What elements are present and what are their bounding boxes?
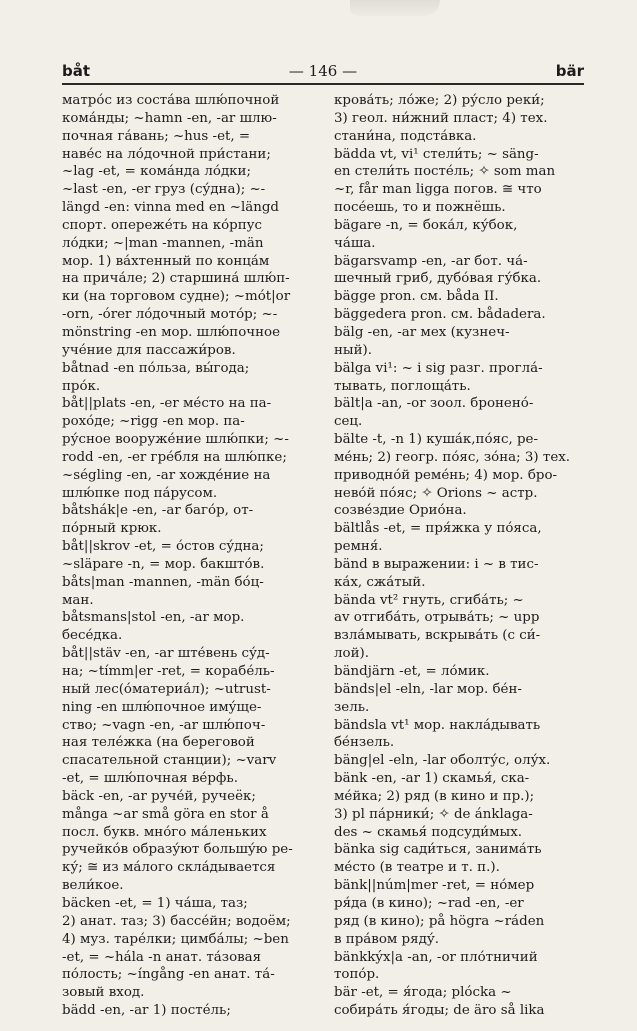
text-line: уче́ние для пассажи́ров.: [62, 342, 236, 358]
text-line: båt||skrov -et, = о́стов су́дна;: [62, 539, 264, 555]
text-line: в пра́вом ряду́.: [334, 931, 439, 947]
text-line: bänk -en, -ar 1) скамья́, ска-: [334, 771, 530, 787]
text-line: bädda vt, vi¹ стели́ть; ~ säng-: [334, 146, 539, 162]
text-line: нево́й по́яс; ✧ Orions ~ астр.: [334, 485, 538, 501]
text-line: bägarsvamp -en, -ar бот. ча́-: [334, 253, 528, 269]
text-line: ~släpare -n, = мор. бакшто́в.: [62, 556, 265, 572]
text-line: спасательной станции); ~varv: [62, 753, 277, 769]
text-line: ки (на торговом судне); ~mót|or: [62, 289, 291, 305]
text-line: bändsla vt¹ мор. накла́дывать: [334, 717, 541, 733]
text-line: bältlås -et, = пря́жка у по́яса,: [334, 521, 542, 537]
text-line: 3) геол. ни́жний пласт; 4) тех.: [334, 110, 548, 126]
text-line: крова́ть; ло́же; 2) ру́сло реки́;: [334, 93, 545, 108]
text-line: -et, = ~hála -n анат. та́зовая: [62, 949, 262, 965]
right-column: [334, 92, 584, 1020]
left-column: [62, 92, 312, 1020]
text-line: bändjärn -et, = ло́мик.: [334, 664, 490, 679]
text-line: сец.: [334, 414, 363, 430]
text-line: ~ségling -en, -ar хожде́ние на: [62, 467, 271, 483]
text-line: рохо́де; ~rigg -en мор. па-: [62, 414, 245, 430]
right-running-headword: bär: [555, 62, 584, 80]
text-line: зовый вход.: [62, 985, 145, 1001]
text-line: стани́на, подста́вка.: [334, 128, 477, 144]
text-line: ме́нь; 2) геогр. по́яс, зо́на; 3) тех.: [334, 449, 571, 465]
header-rule: [62, 83, 584, 85]
text-line: созве́здие Орио́на.: [334, 503, 467, 519]
text-line: лой).: [334, 646, 369, 662]
text-line: взла́мывать, вскрыва́ть (с си́-: [334, 628, 541, 644]
text-line: спорт. опереже́ть на ко́рпус: [62, 217, 263, 233]
text-line: на; ~tímm|er -ret, = корабе́ль-: [62, 664, 275, 679]
page-number: — 146 —: [288, 62, 358, 80]
text-line: ная теле́жка (на береговой: [62, 735, 255, 751]
text-line: bär -et, = я́года; plócka ~: [334, 985, 512, 1001]
text-line: längd -en: vinna med en ~längd: [62, 200, 279, 216]
text-line: шлю́пке под па́русом.: [62, 485, 218, 501]
text-line: почная га́вань; ~hus -et, =: [62, 128, 251, 144]
text-line: bäng|el -eln, -lar оболту́с, олу́х.: [334, 753, 551, 769]
text-line: bälga vi¹: ~ i sig разг. прогла́-: [334, 360, 543, 376]
text-line: bält|a -an, -or зоол. бронено́-: [334, 396, 534, 412]
text-line: вели́кое.: [62, 878, 124, 894]
text-line: ~lag -et, = кома́нда ло́дки;: [62, 164, 251, 180]
text-line: ~last -en, -er груз (су́дна); ~-: [62, 182, 266, 198]
text-line: бесе́дка.: [62, 628, 123, 644]
text-line: ло́дки; ~|man -mannen, -män: [62, 235, 264, 251]
text-line: 2) анат. таз; 3) бассе́йн; водоём;: [62, 913, 291, 929]
text-line: bänk||núm|mer -ret, = но́мер: [334, 878, 535, 894]
text-line: зель.: [334, 699, 370, 715]
text-line: bända vt² гнуть, сгиба́ть; ~: [334, 592, 524, 608]
paper-tear: [350, 0, 440, 16]
text-line: bänkkýx|a -an, -or пло́тничий: [334, 949, 538, 965]
text-line: ный).: [334, 342, 372, 358]
text-line: собира́ть я́годы; de äro så lika: [334, 1003, 545, 1019]
text-line: по́лость; ~íngång -en анат. та́-: [62, 967, 275, 983]
text-line: bäcken -et, = 1) ча́ша, таз;: [62, 895, 248, 911]
text-line: bägge pron. см. båda II.: [334, 289, 499, 305]
page-header: [62, 62, 584, 82]
text-line: бе́нзель.: [334, 735, 395, 751]
text-line: bälg -en, -ar мех (кузнеч-: [334, 324, 510, 340]
text-line: mönstring -en мор. шлю́почное: [62, 324, 281, 340]
left-running-headword: båt: [62, 62, 91, 80]
text-line: посе́ешь, то и пожнёшь.: [334, 200, 506, 216]
text-line: на прича́ле; 2) старшина́ шлю́п-: [62, 271, 290, 287]
text-line: bänka sig сади́ться, занима́ть: [334, 842, 542, 858]
text-line: ство; ~vagn -en, -ar шлю́поч-: [62, 717, 266, 733]
text-line: ка́х, сжа́тый.: [334, 574, 426, 590]
text-line: bälte -t, -n 1) куша́к,по́яс, ре-: [334, 432, 538, 448]
text-line: des ~ скамья́ подсуди́мых.: [334, 824, 523, 840]
text-line: bägare -n, = бока́л, ку́бок,: [334, 217, 518, 233]
text-line: ку́; ≅ из ма́лого скла́дывается: [62, 860, 276, 876]
text-line: en стели́ть посте́ль; ✧ som man: [334, 164, 556, 180]
text-line: bädd -en, -ar 1) посте́ль;: [62, 1003, 231, 1019]
text-line: ning -en шлю́почное иму́ще-: [62, 699, 262, 715]
text-line: про́к.: [62, 378, 101, 394]
text-line: båt||stäv -en, -ar ште́вень су́д-: [62, 646, 270, 662]
text-line: bänds|el -eln, -lar мор. бе́н-: [334, 681, 522, 697]
text-line: наве́с на ло́дочной при́стани;: [62, 146, 271, 162]
text-line: ремня́.: [334, 539, 383, 555]
text-line: ~r, får man ligga погов. ≅ что: [334, 182, 542, 198]
text-line: ме́сто (в театре и т. п.).: [334, 860, 500, 876]
text-line: bäck -en, -ar руче́й, ручеёк;: [62, 788, 256, 804]
text-line: ручейко́в образу́ют большу́ю ре-: [62, 842, 293, 858]
text-line: тывать, поглоща́ть.: [334, 378, 471, 394]
text-line: båtsmans|stol -en, -ar мор.: [62, 610, 245, 626]
text-line: приводно́й реме́нь; 4) мор. бро-: [334, 467, 558, 483]
text-line: топо́р.: [334, 967, 380, 983]
text-line: мор. 1) ва́хтенный по конца́м: [62, 253, 270, 269]
text-line: ман.: [62, 592, 94, 608]
text-line: -orn, -órer ло́дочный мото́р; ~-: [62, 307, 278, 323]
text-line: ча́ша.: [334, 235, 376, 251]
text-line: ру́сное вооруже́ние шлю́пки; ~-: [62, 432, 289, 448]
text-line: по́рный крюк.: [62, 521, 162, 537]
text-line: шечный гриб, дубо́вая гу́бка.: [334, 271, 542, 287]
text-line: матро́с из соста́ва шлю́почной: [62, 93, 280, 108]
text-line: bäggedera pron. см. bådadera.: [334, 307, 546, 323]
text-line: båtnad -en по́льза, вы́года;: [62, 360, 250, 376]
text-line: av отгиба́ть, отрыва́ть; ~ upp: [334, 610, 540, 626]
text-line: många ~ar små göra en stor å: [62, 806, 269, 822]
text-line: ме́йка; 2) ряд (в кино и пр.);: [334, 788, 535, 804]
text-line: båt||plats -en, -er ме́сто на па-: [62, 396, 272, 412]
text-line: -et, = шлю́почная ве́рфь.: [62, 771, 238, 787]
text-line: ря́да (в кино); ~rad -en, -er: [334, 895, 524, 911]
text-line: bänd в выражении: i ~ в тис-: [334, 556, 539, 572]
text-line: кома́нды; ~hamn -en, -ar шлю-: [62, 110, 277, 126]
text-line: ный лес(о́материа́л); ~utrust-: [62, 681, 271, 697]
text-line: 3) pl па́рники́; ✧ de ánklaga-: [334, 806, 533, 822]
text-line: rodd -en, -er гре́бля на шлю́пке;: [62, 449, 287, 465]
text-line: посл. букв. мно́го ма́леньких: [62, 824, 267, 840]
text-line: ряд (в кино); på högra ~ráden: [334, 913, 545, 929]
text-line: båtshák|e -en, -ar баго́р, от-: [62, 503, 254, 519]
text-line: 4) муз. таре́лки; цимба́лы; ~ben: [62, 931, 289, 947]
text-line: båts|man -mannen, -män бо́ц-: [62, 574, 264, 590]
